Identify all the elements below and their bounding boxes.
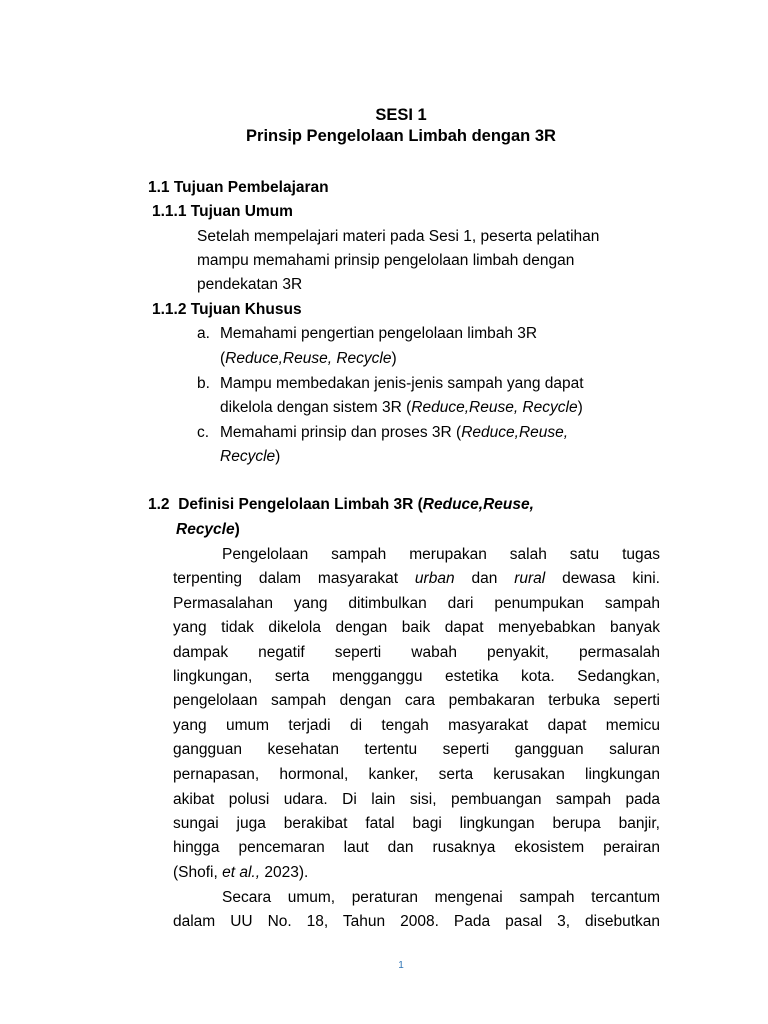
section-heading-1-1: 1.1 Tujuan Pembelajaran — [148, 179, 329, 196]
subsection-heading-khusus: 1.1.2 Tujuan Khusus — [152, 301, 302, 318]
paragraph-line: yang umum terjadi di tengah masyarakat dapat memicu — [173, 717, 660, 734]
list-item-text: (Reduce,Reuse, Recycle) — [220, 350, 397, 367]
list-marker: a. — [197, 325, 210, 342]
paragraph-line: pengelolaan sampah dengan cara pembakaran terbuka seperti — [173, 692, 660, 709]
page-number: 1 — [398, 960, 404, 971]
list-item-text: Memahami prinsip dan proses 3R (Reduce,Reuse, — [220, 424, 569, 441]
umum-line: pendekatan 3R — [197, 276, 303, 293]
paragraph-line: yang tidak dikelola dengan baik dapat menyebabkan banyak — [173, 619, 660, 636]
section-heading-1-2-cont: Recycle) — [176, 521, 240, 538]
paragraph-line: pernapasan, hormonal, kanker, serta kerusakan lingkungan — [173, 766, 660, 783]
session-label: SESI 1 — [375, 106, 427, 124]
list-item-text: Mampu membedakan jenis-jenis sampah yang dapat — [220, 375, 584, 392]
subsection-heading-umum: 1.1.1 Tujuan Umum — [152, 203, 293, 220]
list-item-text: Memahami pengertian pengelolaan limbah 3R — [220, 325, 538, 342]
paragraph-line: gangguan kesehatan tertentu seperti gangguan saluran — [173, 741, 660, 758]
list-item-text: Recycle) — [220, 448, 281, 465]
paragraph-line: dalam UU No. 18, Tahun 2008. Pada pasal 3, disebutkan — [173, 913, 660, 930]
paragraph-line: akibat polusi udara. Di lain sisi, pembuangan sampah pada — [173, 791, 660, 808]
paragraph-line: dampak negatif seperti wabah penyakit, permasalah — [173, 644, 660, 661]
list-marker: c. — [197, 424, 210, 441]
paragraph-line: hingga pencemaran laut dan rusaknya ekosistem perairan — [173, 839, 660, 856]
page-title: Prinsip Pengelolaan Limbah dengan 3R — [246, 127, 556, 145]
paragraph-line: (Shofi, et al., 2023). — [173, 864, 309, 881]
umum-line: mampu memahami prinsip pengelolaan limbah dengan — [197, 252, 575, 269]
section-heading-1-2: 1.2 Definisi Pengelolaan Limbah 3R (Reduce,Reuse, — [148, 496, 534, 513]
paragraph-line: sungai juga berakibat fatal bagi lingkungan berupa banjir, — [173, 815, 660, 832]
paragraph-line: Permasalahan yang ditimbulkan dari penumpukan sampah — [173, 595, 660, 612]
list-item-text: dikelola dengan sistem 3R (Reduce,Reuse, Recycle) — [220, 399, 583, 416]
paragraph-line: lingkungan, serta mengganggu estetika kota. Sedangkan, — [173, 668, 660, 685]
umum-line: Setelah mempelajari materi pada Sesi 1, peserta pelatihan — [197, 228, 600, 245]
paragraph-line: terpenting dalam masyarakat urban dan rural dewasa kini. — [173, 570, 660, 587]
list-marker: b. — [197, 375, 210, 392]
paragraph-line: Pengelolaan sampah merupakan salah satu tugas — [222, 546, 660, 563]
paragraph-line: Secara umum, peraturan mengenai sampah tercantum — [222, 889, 660, 906]
